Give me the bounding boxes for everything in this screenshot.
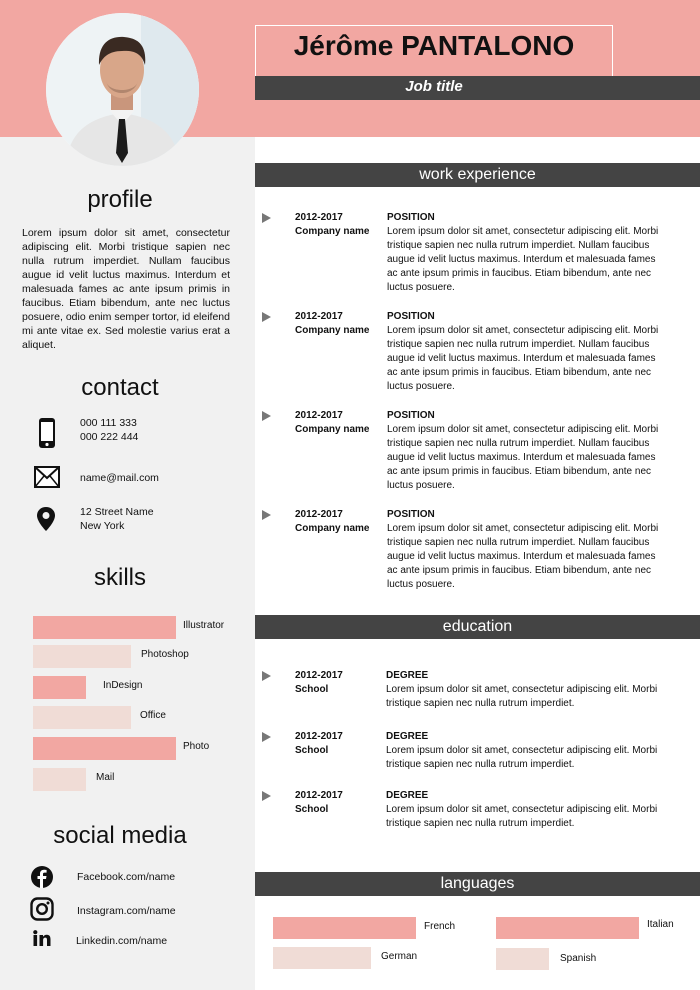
work-date: 2012-2017	[295, 410, 343, 421]
skill-label: Photoshop	[141, 649, 189, 660]
company-name: Company name	[295, 226, 370, 237]
skill-bar	[33, 768, 86, 791]
facebook-icon	[31, 866, 53, 893]
education-heading: education	[255, 615, 700, 639]
company-name: Company name	[295, 325, 370, 336]
address-line-1: 12 Street Name	[80, 506, 154, 518]
profile-heading: profile	[87, 186, 153, 213]
social-heading: social media	[53, 822, 187, 849]
position-description: Lorem ipsum dolor sit amet, consectetur adipiscing elit. Morbi tristique sapien nec nulla rutrum imperdiet. Nullam faucibus augue id velit luctus maximus. Interdum et malesuada fames ac ante ipsum primis in faucibus. Etiam bibendum, ante nec luctus posuere.	[387, 523, 659, 590]
languages-heading: languages	[255, 872, 700, 896]
profile-photo	[46, 13, 199, 166]
linkedin-link[interactable]: Linkedin.com/name	[76, 935, 168, 947]
bullet-arrow-icon	[262, 312, 271, 322]
company-name: Company name	[295, 523, 370, 534]
skill-bar	[33, 676, 86, 699]
bullet-arrow-icon	[262, 213, 271, 223]
language-bar	[273, 947, 371, 969]
school-name: School	[295, 804, 329, 815]
linkedin-icon	[33, 930, 51, 951]
skill-label: InDesign	[103, 680, 143, 691]
language-bar	[496, 948, 549, 970]
degree-description: Lorem ipsum dolor sit amet, consectetur adipiscing elit. Morbi tristique sapien nec nulla rutrum imperdiet.	[386, 684, 658, 709]
position-description: Lorem ipsum dolor sit amet, consectetur adipiscing elit. Morbi tristique sapien nec nulla rutrum imperdiet. Nullam faucibus augue id velit luctus maximus. Interdum et malesuada fames ac ante ipsum primis in faucibus. Etiam bibendum, ante nec luctus posuere.	[387, 424, 659, 491]
mail-icon	[34, 465, 60, 494]
position-description: Lorem ipsum dolor sit amet, consectetur adipiscing elit. Morbi tristique sapien nec nulla rutrum imperdiet. Nullam faucibus augue id velit luctus maximus. Interdum et malesuada fames ac ante ipsum primis in faucibus. Etiam bibendum, ante nec luctus posuere.	[387, 325, 659, 392]
bullet-arrow-icon	[262, 510, 271, 520]
work-date: 2012-2017	[295, 311, 343, 322]
education-date: 2012-2017	[295, 670, 343, 681]
skill-bar	[33, 616, 176, 639]
bullet-arrow-icon	[262, 732, 271, 742]
language-label: French	[424, 921, 456, 932]
skill-label: Illustrator	[183, 620, 225, 631]
degree-title: DEGREE	[386, 731, 429, 742]
position-title: POSITION	[387, 311, 435, 322]
bullet-arrow-icon	[262, 791, 271, 801]
position-title: POSITION	[387, 212, 435, 223]
skill-label: Photo	[183, 741, 210, 752]
location-pin-icon	[36, 506, 56, 537]
bullet-arrow-icon	[262, 671, 271, 681]
instagram-icon	[30, 897, 54, 926]
work-date: 2012-2017	[295, 509, 343, 520]
address-line-2: New York	[80, 520, 125, 532]
work-date: 2012-2017	[295, 212, 343, 223]
position-title: POSITION	[387, 410, 435, 421]
education-date: 2012-2017	[295, 790, 343, 801]
bullet-arrow-icon	[262, 411, 271, 421]
skill-bar	[33, 706, 131, 729]
facebook-link[interactable]: Facebook.com/name	[77, 871, 176, 883]
company-name: Company name	[295, 424, 370, 435]
work-experience-heading: work experience	[255, 163, 700, 187]
degree-description: Lorem ipsum dolor sit amet, consectetur adipiscing elit. Morbi tristique sapien nec nulla rutrum imperdiet.	[386, 804, 658, 829]
skill-bar	[33, 645, 131, 668]
candidate-name: Jérôme PANTALONO	[293, 30, 575, 61]
phone-number-1: 000 111 333	[80, 417, 137, 429]
email-address: name@mail.com	[80, 472, 159, 484]
skill-bar	[33, 737, 176, 760]
skill-label: Office	[140, 710, 166, 721]
job-title: Job title	[405, 78, 463, 95]
language-bar	[496, 917, 639, 939]
school-name: School	[295, 745, 329, 756]
contact-heading: contact	[81, 374, 159, 401]
position-title: POSITION	[387, 509, 435, 520]
degree-description: Lorem ipsum dolor sit amet, consectetur adipiscing elit. Morbi tristique sapien nec nulla rutrum imperdiet.	[386, 745, 658, 770]
skill-label: Mail	[96, 772, 115, 783]
skills-heading: skills	[94, 564, 146, 591]
degree-title: DEGREE	[386, 670, 429, 681]
language-label: Italian	[647, 919, 674, 930]
phone-number-2: 000 222 444	[80, 431, 139, 443]
instagram-link[interactable]: Instagram.com/name	[77, 905, 176, 917]
language-label: Spanish	[560, 953, 597, 964]
language-bar	[273, 917, 416, 939]
language-label: German	[381, 951, 418, 962]
education-date: 2012-2017	[295, 731, 343, 742]
phone-icon	[38, 417, 56, 454]
position-description: Lorem ipsum dolor sit amet, consectetur adipiscing elit. Morbi tristique sapien nec nulla rutrum imperdiet. Nullam faucibus augue id velit luctus maximus. Interdum et malesuada fames ac ante ipsum primis in faucibus. Etiam bibendum, ante nec luctus posuere.	[387, 226, 659, 293]
school-name: School	[295, 684, 329, 695]
degree-title: DEGREE	[386, 790, 429, 801]
profile-text: Lorem ipsum dolor sit amet, consectetur adipiscing elit. Morbi tristique sapien nec nulla rutrum imperdiet. Nullam faucibus augue id velit luctus maximus. Interdum et malesuada fames ac ante ipsum primis in faucibus. Etiam bibendum, ante nec luctus posuere, odio enim semper tortor, id eleifend mi ante vitae ex. Sed molestie varius erat a aliquet.	[22, 227, 230, 351]
